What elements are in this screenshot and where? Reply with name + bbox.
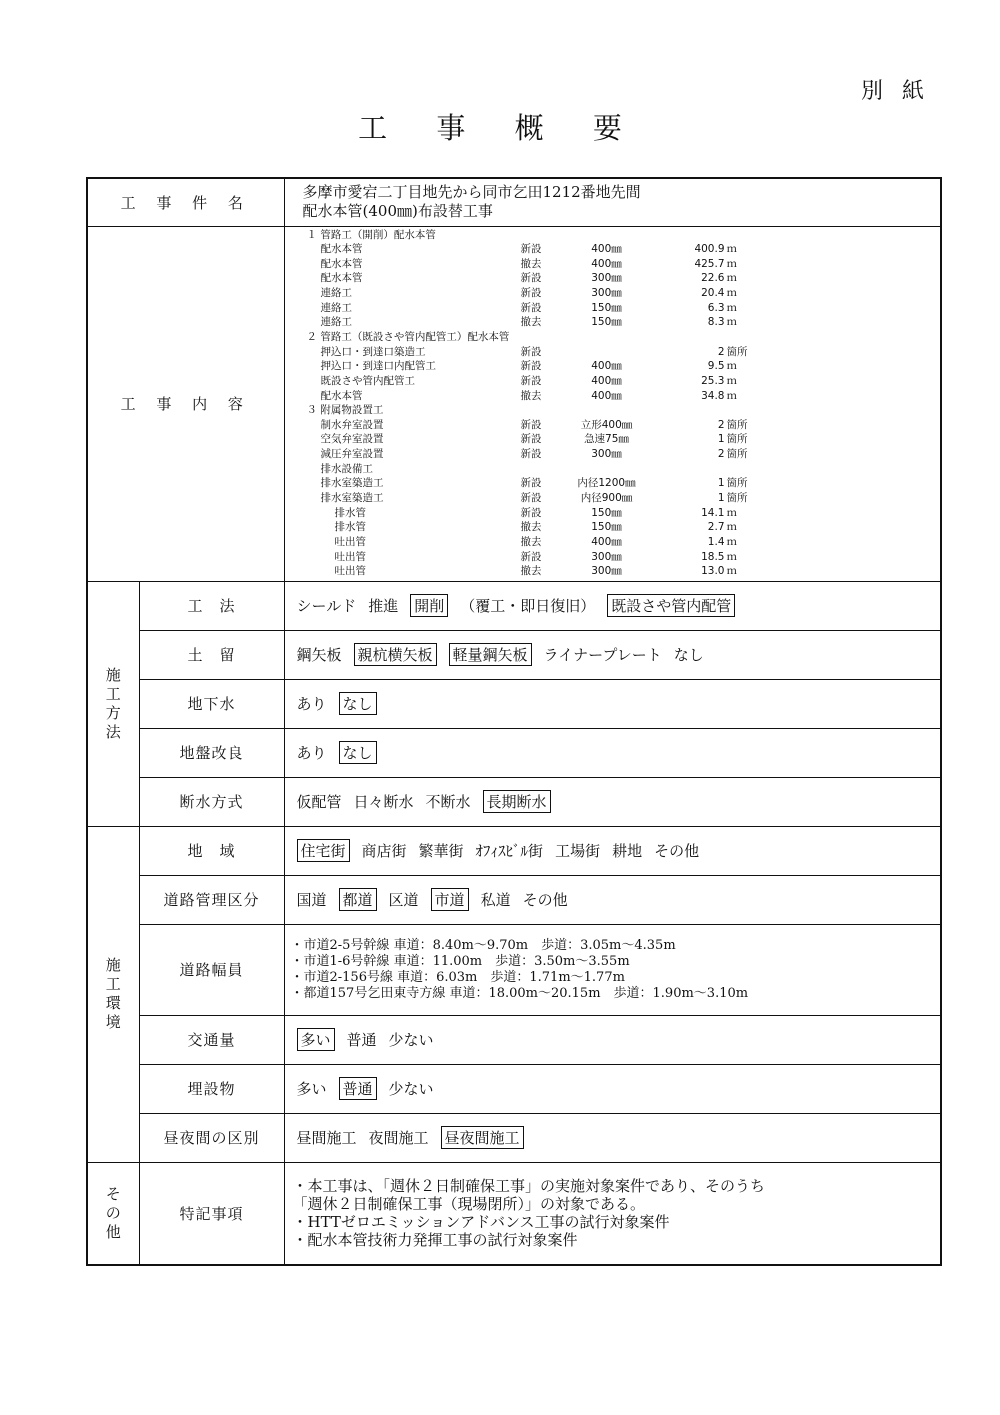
work-item-unit: ｍ	[726, 287, 737, 300]
selected-option: 市道	[431, 888, 469, 911]
option: 繁華街	[418, 842, 464, 860]
option: 普通	[346, 1031, 377, 1049]
work-item-kind: 新設	[520, 345, 542, 358]
work-item-name: 配水本管	[320, 257, 363, 270]
work-item-unit: ｍ	[726, 521, 737, 534]
work-item-row	[307, 447, 941, 462]
work-item-name: ２ 管路工（既設さや管内配管工）配水本管	[306, 330, 510, 343]
work-item-unit: ｍ	[726, 535, 737, 548]
selected-option: 昼夜間施工	[441, 1126, 524, 1149]
selected-option: 多い	[297, 1028, 335, 1051]
option: 仮配管	[296, 793, 342, 811]
selected-option: なし	[339, 692, 377, 715]
work-item-unit: ｍ	[726, 374, 737, 387]
work-item-name: 連絡工	[320, 301, 352, 314]
option: 商店街	[361, 842, 407, 860]
option: 少ない	[388, 1080, 434, 1098]
work-item-quantity: 13.0	[701, 565, 725, 578]
environment-group-label: 施 工 環 境	[87, 826, 139, 1162]
option: あり	[296, 695, 327, 713]
work-item-spec: 内径1200㎜	[577, 477, 636, 490]
work-item-name: 配水本管	[320, 272, 363, 285]
work-item-kind: 新設	[520, 506, 542, 519]
earth-retaining-label: 土 留	[139, 630, 284, 679]
work-item-spec: 150㎜	[591, 301, 622, 314]
other-group-label: そ の 他	[87, 1162, 139, 1265]
work-item-kind: 新設	[520, 374, 542, 387]
work-item-kind: 新設	[520, 433, 542, 446]
work-item-kind: 撤去	[520, 535, 542, 548]
selected-option: なし	[339, 741, 377, 764]
work-item-quantity: 400.9	[694, 243, 725, 256]
work-item-unit: 箇所	[726, 492, 748, 505]
work-item-unit: ｍ	[726, 243, 737, 256]
work-item-spec: 400㎜	[591, 243, 622, 256]
option: 日々断水	[353, 793, 414, 811]
work-item-kind: 新設	[520, 492, 542, 505]
option: 多い	[296, 1080, 327, 1098]
area-options	[284, 826, 941, 875]
work-item-name: 制水弁室設置	[320, 418, 384, 431]
selected-option: 長期断水	[483, 790, 551, 813]
work-item-kind: 新設	[520, 243, 542, 256]
selected-option: 普通	[339, 1077, 377, 1100]
work-item-quantity: 2	[717, 418, 725, 431]
work-item-kind: 新設	[520, 550, 542, 563]
work-item-row	[307, 286, 941, 301]
buried-row	[87, 1064, 941, 1113]
selected-option: 開削	[410, 594, 448, 617]
road-width-line: ・市道1-6号幹線 車道：11.00m 歩道：3.50m～3.55m	[290, 953, 630, 969]
work-item-spec: 300㎜	[591, 550, 622, 563]
option: 推進	[368, 597, 399, 615]
water-shutoff-options	[284, 777, 941, 826]
work-item-quantity: 1	[717, 477, 725, 490]
road-admin-row	[87, 875, 941, 924]
road-width-label: 道路幅員	[139, 924, 284, 1015]
groundwater-options	[284, 679, 941, 728]
work-item-row	[307, 257, 941, 272]
special-note-line: 「週休２日制確保工事（現場閉所）」の対象である。	[292, 1195, 646, 1214]
traffic-row	[87, 1015, 941, 1064]
work-item-unit: ｍ	[726, 360, 737, 373]
option: （覆工・即日復旧）	[460, 597, 596, 615]
work-item-row	[307, 359, 941, 374]
work-item-spec: 400㎜	[591, 535, 622, 548]
work-item-spec: 400㎜	[591, 389, 622, 402]
method-options	[284, 581, 941, 630]
work-item-row	[307, 476, 941, 491]
work-item-name: 押込口・到達口築造工	[320, 345, 426, 358]
work-item-spec: 300㎜	[591, 272, 622, 285]
option: なし	[673, 646, 704, 664]
method-group-label: 施 工 方 法	[87, 581, 139, 826]
work-item-row	[307, 506, 941, 521]
work-item-name: 連絡工	[320, 316, 352, 329]
road-admin-options	[284, 875, 941, 924]
road-admin-label: 道路管理区分	[139, 875, 284, 924]
project-name-line-2: 配水本管(400㎜)布設替工事	[302, 202, 493, 221]
option: 耕地	[612, 842, 643, 860]
work-item-row	[307, 432, 941, 447]
work-item-quantity: 20.4	[701, 287, 725, 300]
work-item-row	[307, 418, 941, 433]
work-item-row	[307, 345, 941, 360]
summary-table	[86, 177, 942, 1266]
work-item-name: １ 管路工（開削）配水本管	[306, 228, 436, 241]
work-item-unit: ｍ	[726, 316, 737, 329]
road-width-line: ・都道157号乞田東寺方線 車道：18.00m～20.15m 歩道：1.90m～3.10m	[290, 985, 749, 1001]
work-item-unit: 箇所	[726, 433, 748, 446]
work-item-name: 吐出管	[334, 550, 366, 563]
work-item-kind: 撤去	[520, 521, 542, 534]
work-item-row	[307, 301, 941, 316]
work-item-quantity: 2.7	[707, 521, 725, 534]
work-item-name: 排水室築造工	[320, 477, 384, 490]
work-item-spec: 内径900㎜	[580, 492, 633, 505]
work-item-unit: ｍ	[726, 272, 737, 285]
work-item-kind: 撤去	[520, 389, 542, 402]
area-label: 地 域	[139, 826, 284, 875]
special-note-line: ・配水本管技術力発揮工事の試行対象案件	[292, 1231, 578, 1250]
option: 区道	[388, 891, 419, 909]
work-item-unit: ｍ	[726, 257, 737, 270]
work-item-kind: 新設	[520, 448, 542, 461]
page-title: 工 事 概 要	[358, 111, 642, 145]
day-night-row	[87, 1113, 941, 1162]
work-item-quantity: 6.3	[707, 301, 725, 314]
work-item-spec: 150㎜	[591, 316, 622, 329]
work-item-name: 押込口・到達口内配管工	[320, 360, 436, 373]
work-item-quantity: 425.7	[694, 257, 725, 270]
work-item-kind: 撤去	[520, 316, 542, 329]
work-item-name: 排水設備工	[320, 462, 373, 475]
groundwater-row	[87, 679, 941, 728]
work-item-quantity: 1.4	[707, 535, 725, 548]
work-item-name: 減圧弁室設置	[320, 448, 384, 461]
special-note-line: ・本工事は、「週休２日制確保工事」の実施対象案件であり、そのうち	[292, 1177, 766, 1196]
work-item-name: 空気弁室設置	[320, 433, 384, 446]
work-item-spec: 300㎜	[591, 448, 622, 461]
work-item-row	[307, 535, 941, 550]
option: 国道	[296, 891, 327, 909]
work-item-name: ３ 附属物設置工	[306, 404, 384, 417]
work-item-spec: 急速75㎜	[584, 433, 629, 446]
special-notes-values	[284, 1162, 941, 1265]
work-item-kind: 撤去	[520, 257, 542, 270]
traffic-label: 交通量	[139, 1015, 284, 1064]
road-width-line: ・市道2-156号線 車道：6.03m 歩道：1.71m～1.77m	[290, 969, 625, 985]
work-item-row	[307, 330, 941, 345]
buried-options	[284, 1064, 941, 1113]
work-item-spec: 150㎜	[591, 521, 622, 534]
work-item-quantity: 2	[717, 448, 725, 461]
option: シールド	[296, 597, 357, 615]
work-item-name: 吐出管	[334, 535, 366, 548]
work-item-name: 吐出管	[334, 565, 366, 578]
work-item-unit: 箇所	[726, 448, 748, 461]
area-row	[87, 826, 941, 875]
water-shutoff-label: 断水方式	[139, 777, 284, 826]
work-item-row	[307, 462, 941, 477]
road-width-values	[284, 924, 941, 1015]
option: 不断水	[425, 793, 471, 811]
work-item-row	[307, 228, 941, 243]
special-notes-label: 特記事項	[139, 1162, 284, 1265]
earth-retaining-row	[87, 630, 941, 679]
water-shutoff-row	[87, 777, 941, 826]
work-item-name: 排水管	[334, 521, 366, 534]
project-name-row	[87, 178, 941, 226]
option: 鋼矢板	[296, 646, 342, 664]
work-item-unit: ｍ	[726, 389, 737, 402]
work-item-spec: 150㎜	[591, 506, 622, 519]
project-name-line-1: 多摩市愛宕二丁目地先から同市乞田1212番地先間	[302, 183, 641, 202]
work-item-name: 配水本管	[320, 243, 363, 256]
work-content-label: 工 事 内 容	[87, 226, 284, 581]
work-item-spec: 400㎜	[591, 374, 622, 387]
ground-improvement-label: 地盤改良	[139, 728, 284, 777]
work-item-name: 連絡工	[320, 287, 352, 300]
work-item-row	[307, 520, 941, 535]
work-content-list	[284, 226, 941, 581]
work-item-kind: 撤去	[520, 565, 542, 578]
work-item-spec: 400㎜	[591, 360, 622, 373]
selected-option: 親杭横矢板	[354, 643, 437, 666]
work-item-row	[307, 389, 941, 404]
method-label: 工 法	[139, 581, 284, 630]
work-item-row	[307, 242, 941, 257]
day-night-options	[284, 1113, 941, 1162]
work-item-name: 排水管	[334, 506, 366, 519]
special-notes-row	[87, 1162, 941, 1265]
work-item-row	[307, 271, 941, 286]
option: ライナープレート	[543, 646, 662, 664]
method-row	[87, 581, 941, 630]
work-item-quantity: 18.5	[701, 550, 725, 563]
work-item-unit: ｍ	[726, 565, 737, 578]
work-item-quantity: 1	[717, 433, 725, 446]
work-item-spec: 300㎜	[591, 565, 622, 578]
option: ｵﾌｨｽﾋﾞﾙ街	[475, 842, 544, 860]
day-night-label: 昼夜間の区別	[139, 1113, 284, 1162]
work-item-unit: ｍ	[726, 506, 737, 519]
work-item-kind: 新設	[520, 477, 542, 490]
project-name-label: 工 事 件 名	[87, 178, 284, 226]
work-item-spec: 300㎜	[591, 287, 622, 300]
selected-option: 都道	[339, 888, 377, 911]
earth-retaining-options	[284, 630, 941, 679]
traffic-options	[284, 1015, 941, 1064]
groundwater-label: 地下水	[139, 679, 284, 728]
option: あり	[296, 744, 327, 762]
work-item-unit: 箇所	[726, 345, 748, 358]
work-item-quantity: 22.6	[701, 272, 725, 285]
work-item-unit: ｍ	[726, 550, 737, 563]
selected-option: 住宅街	[297, 839, 350, 862]
selected-option: 既設さや管内配管	[607, 594, 735, 617]
work-item-spec: 立形400㎜	[580, 418, 633, 431]
work-item-kind: 新設	[520, 287, 542, 300]
option: 私道	[480, 891, 511, 909]
ground-improvement-row	[87, 728, 941, 777]
work-item-name: 配水本管	[320, 389, 363, 402]
work-item-name: 既設さや管内配管工	[320, 374, 415, 387]
work-item-unit: ｍ	[726, 301, 737, 314]
work-content-row	[87, 226, 941, 581]
work-item-kind: 新設	[520, 360, 542, 373]
buried-label: 埋設物	[139, 1064, 284, 1113]
option: その他	[522, 891, 568, 909]
work-item-quantity: 25.3	[701, 374, 725, 387]
selected-option: 軽量鋼矢板	[449, 643, 532, 666]
work-item-kind: 新設	[520, 418, 542, 431]
option: 夜間施工	[368, 1129, 429, 1147]
work-item-spec: 400㎜	[591, 257, 622, 270]
option: 少ない	[388, 1031, 434, 1049]
work-item-quantity: 8.3	[707, 316, 725, 329]
road-width-line: ・市道2-5号幹線 車道：8.40m～9.70m 歩道：3.05m～4.35m	[290, 937, 676, 953]
option: 昼間施工	[296, 1129, 357, 1147]
work-item-row	[307, 491, 941, 506]
ground-improvement-options	[284, 728, 941, 777]
option: 工場街	[555, 842, 601, 860]
work-item-row	[307, 315, 941, 330]
option: その他	[654, 842, 700, 860]
work-item-row	[307, 564, 941, 579]
work-item-row	[307, 403, 941, 418]
work-item-name: 排水室築造工	[320, 492, 384, 505]
work-item-kind: 新設	[520, 272, 542, 285]
work-item-quantity: 14.1	[701, 506, 725, 519]
project-name-value	[284, 178, 941, 226]
road-width-row	[87, 924, 941, 1015]
work-item-row	[307, 374, 941, 389]
work-item-unit: 箇所	[726, 418, 748, 431]
work-item-quantity: 1	[717, 492, 725, 505]
work-item-quantity: 9.5	[707, 360, 725, 373]
work-item-row	[307, 550, 941, 565]
work-item-quantity: 2	[717, 345, 725, 358]
work-item-kind: 新設	[520, 301, 542, 314]
special-note-line: ・HTTゼロエミッションアドバンス工事の試行対象案件	[292, 1213, 670, 1232]
work-item-unit: 箇所	[726, 477, 748, 490]
attachment-label: 別 紙	[861, 79, 930, 104]
work-item-quantity: 34.8	[701, 389, 725, 402]
